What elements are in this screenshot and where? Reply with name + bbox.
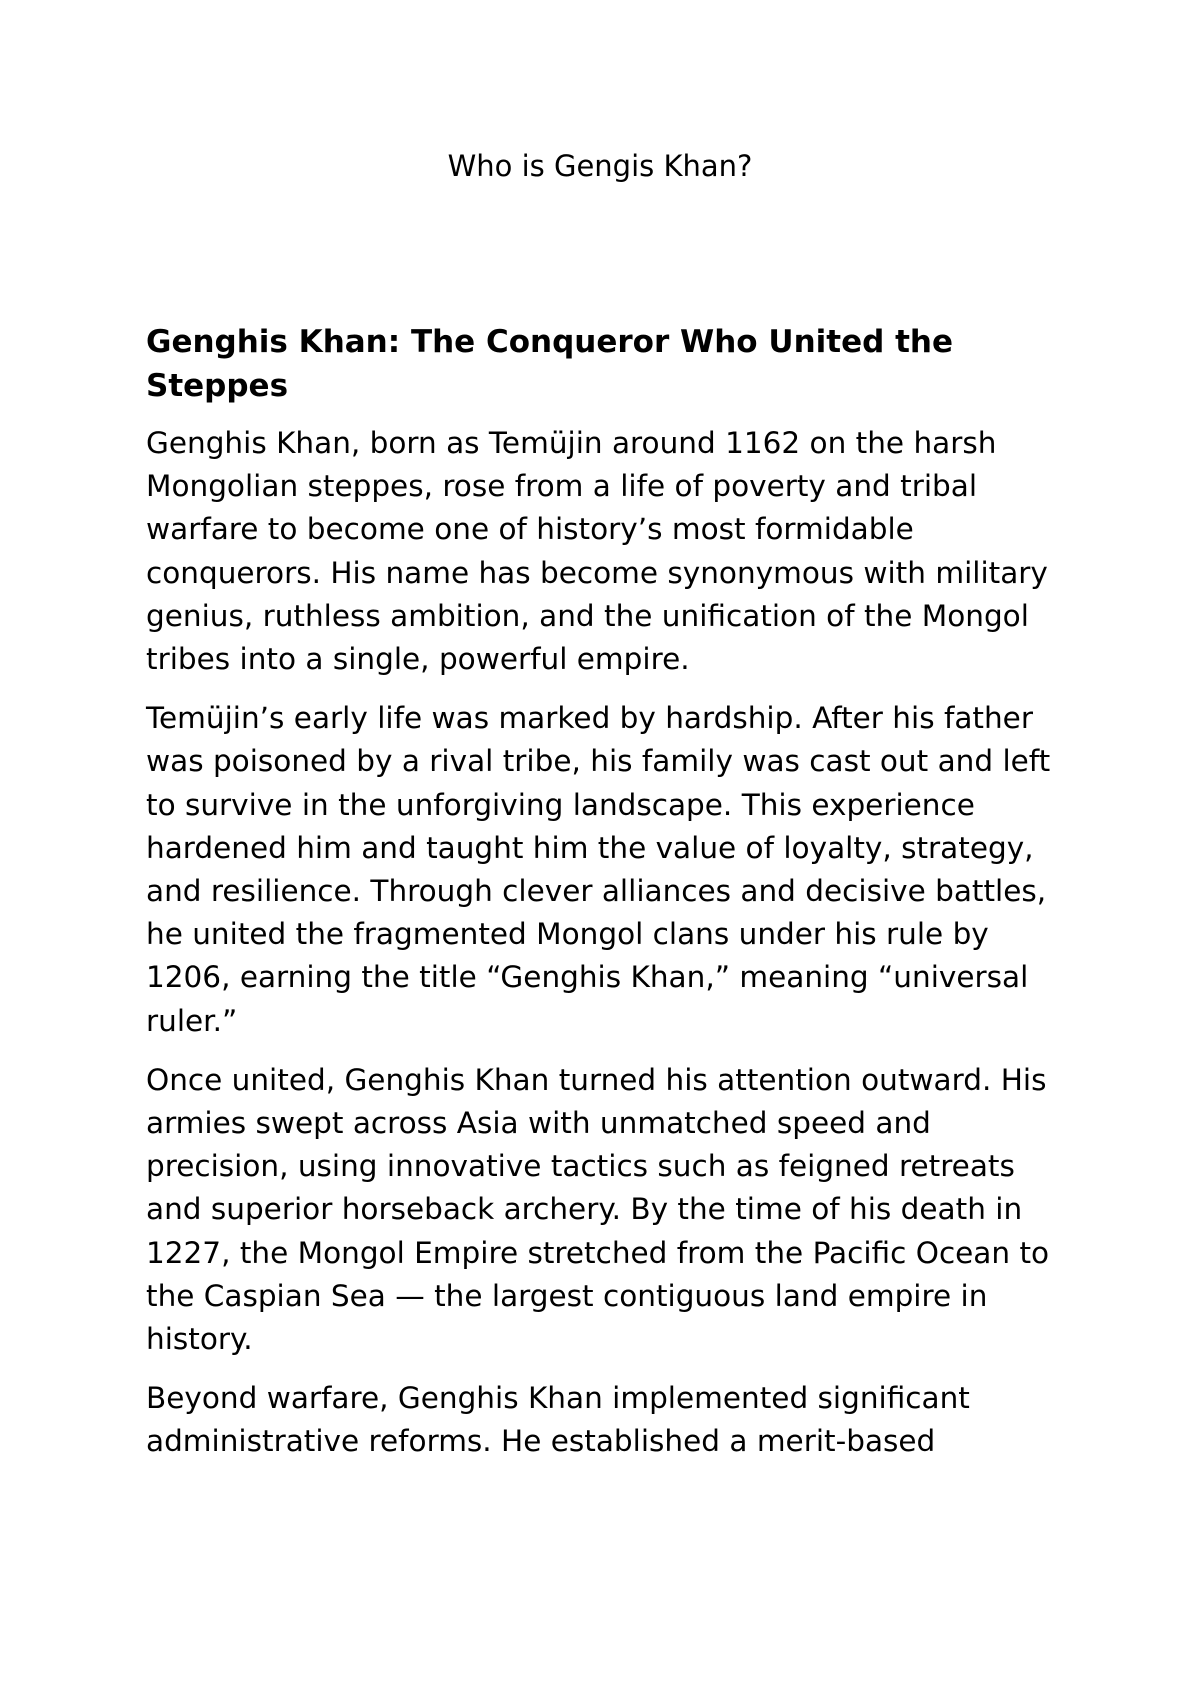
- paragraph-reforms: Beyond warfare, Genghis Khan implemented significant administrative reforms. He established a merit-based: [146, 1381, 970, 1459]
- document-body: [146, 320, 1076, 1480]
- paragraph-conquests: Once united, Genghis Khan turned his attention outward. His armies swept across Asia with unmatched speed and precision, using innovative tactics such as feigned retreats and superior horseback archery. By the time of his death in 1227, the Mongol Empire stretched from the Pacific Ocean to the Caspian Sea — the largest contiguous land empire in history.: [146, 1062, 1050, 1357]
- document-title: Who is Gengis Khan?: [447, 149, 753, 183]
- section-heading: Genghis Khan: The Conqueror Who United the Steppes: [146, 324, 953, 404]
- paragraph-early-life: Temüjin’s early life was marked by hardship. After his father was poisoned by a rival tribe, his family was cast out and left to survive in the unforgiving landscape. This experience hardened him and taught him the value of loyalty, strategy, and resilience. Through clever alliances and decisive battles, he united the fragmented Mongol clans under his rule by 1206, earning the title “Genghis Khan,” meaning “universal ruler.”: [146, 701, 1051, 1038]
- paragraph-intro: Genghis Khan, born as Temüjin around 1162 on the harsh Mongolian steppes, rose from a life of poverty and tribal warfare to become one of history’s most formidable conquerors. His name has become synonymous with military genius, ruthless ambition, and the unification of the Mongol tribes into a single, powerful empire.: [146, 426, 1048, 677]
